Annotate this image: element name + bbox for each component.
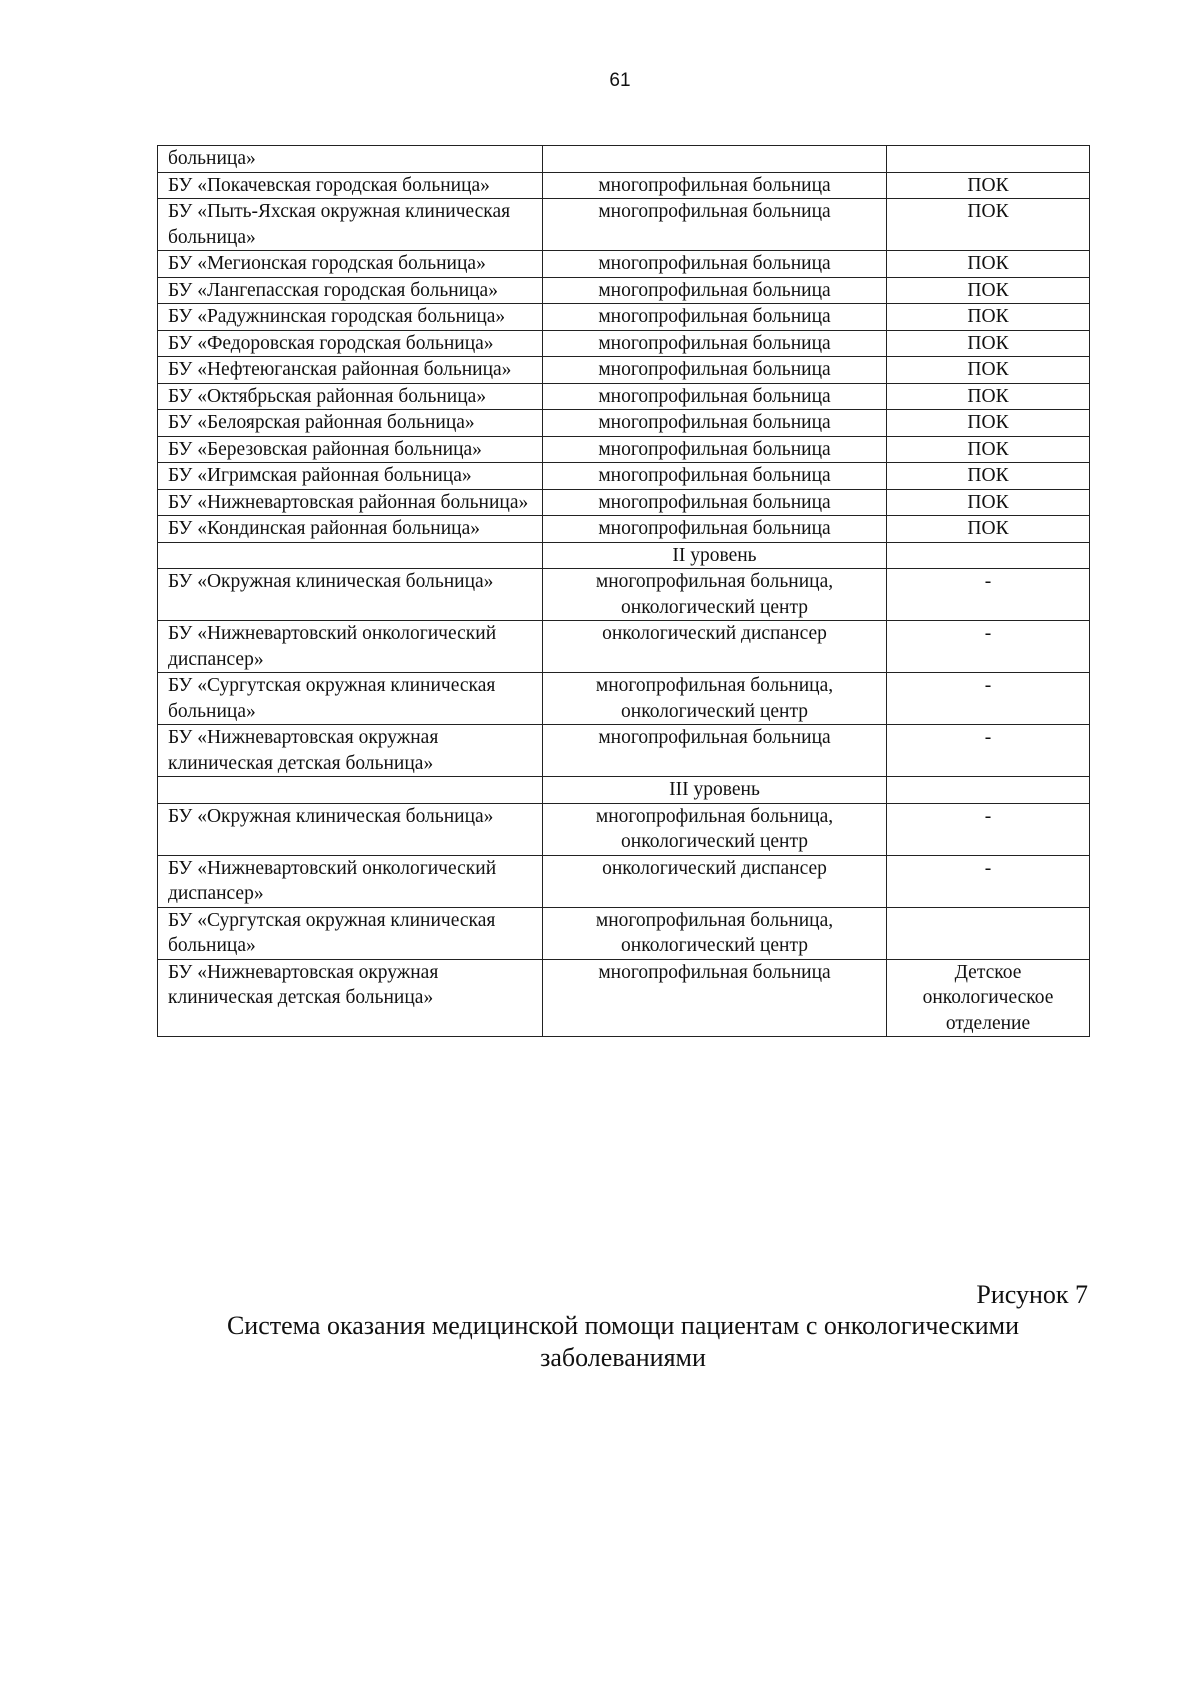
facility-note-cell [887,146,1090,173]
table-row [158,673,1090,725]
figure-label: Рисунок 7 [976,1280,1088,1309]
facility-name-cell: БУ «Радужнинская городская больница» [158,304,543,331]
facility-name-cell: БУ «Мегионская городская больница» [158,251,543,278]
facility-name-cell: БУ «Нефтеюганская районная больница» [158,357,543,384]
figure-title: Система оказания медицинской помощи пациентам с онкологическими заболеваниями [226,1311,1020,1372]
facility-note-cell: ПОК [887,410,1090,437]
facility-type-cell: многопрофильная больница [543,410,887,437]
facility-type-cell: многопрофильная больница [543,489,887,516]
facility-type-cell: многопрофильная больница, онкологический центр [543,907,887,959]
table-row [158,410,1090,437]
facility-type-cell: многопрофильная больница [543,277,887,304]
facility-note-cell: ПОК [887,330,1090,357]
table-row [158,621,1090,673]
facility-note-cell: ПОК [887,277,1090,304]
facility-name-cell: БУ «Покачевская городская больница» [158,172,543,199]
level-header-row [158,542,1090,569]
facility-note-cell: ПОК [887,463,1090,490]
facility-name-cell: БУ «Белоярская районная больница» [158,410,543,437]
table-row [158,569,1090,621]
facility-note-cell: - [887,673,1090,725]
facility-name-cell: БУ «Окружная клиническая больница» [158,569,543,621]
facility-type-cell: многопрофильная больница [543,199,887,251]
level-label: III уровень [543,777,887,804]
table-row [158,959,1090,1037]
facility-note-cell: - [887,855,1090,907]
facility-name-cell: БУ «Игримская районная больница» [158,463,543,490]
facility-name-cell: БУ «Октябрьская районная больница» [158,383,543,410]
facility-type-cell: многопрофильная больница [543,251,887,278]
facility-note-cell: - [887,569,1090,621]
facility-name-cell: БУ «Нижневартовская районная больница» [158,489,543,516]
facility-name-cell: БУ «Окружная клиническая больница» [158,803,543,855]
facility-name-cell: БУ «Пыть-Яхская окружная клиническая больница» [158,199,543,251]
table-row [158,855,1090,907]
facility-note-cell [887,777,1090,804]
facility-type-cell [543,146,887,173]
facility-type-cell: многопрофильная больница, онкологический центр [543,803,887,855]
table-row [158,907,1090,959]
facility-type-cell: многопрофильная больница [543,304,887,331]
facility-name-cell: БУ «Кондинская районная больница» [158,516,543,543]
facility-type-cell: многопрофильная больница [543,516,887,543]
facility-note-cell: ПОК [887,436,1090,463]
facility-name-cell: БУ «Нижневартовская окружная клиническая детская больница» [158,725,543,777]
table-row [158,277,1090,304]
facility-note-cell: ПОК [887,357,1090,384]
facility-note-cell: - [887,803,1090,855]
facility-type-cell: многопрофильная больница, онкологический центр [543,569,887,621]
facility-type-cell: многопрофильная больница [543,172,887,199]
facility-name-cell [158,542,543,569]
page-number: 61 [609,70,631,91]
facility-note-cell: - [887,725,1090,777]
facility-note-cell: - [887,621,1090,673]
table-row [158,725,1090,777]
level-header-row [158,777,1090,804]
facility-name-cell: больница» [158,146,543,173]
facility-name-cell: БУ «Сургутская окружная клиническая больница» [158,673,543,725]
facility-name-cell: БУ «Лангепасская городская больница» [158,277,543,304]
facility-note-cell [887,907,1090,959]
table-row [158,383,1090,410]
facility-note-cell: ПОК [887,251,1090,278]
table-row [158,516,1090,543]
table-row [158,436,1090,463]
table-row [158,304,1090,331]
facility-name-cell: БУ «Березовская районная больница» [158,436,543,463]
facility-name-cell: БУ «Нижневартовская окружная клиническая детская больница» [158,959,543,1037]
table-row [158,463,1090,490]
table-row [158,251,1090,278]
facility-type-cell: многопрофильная больница [543,330,887,357]
level-label: II уровень [543,542,887,569]
facility-note-cell: ПОК [887,383,1090,410]
facility-note-cell: ПОК [887,199,1090,251]
table-row [158,357,1090,384]
facility-name-cell: БУ «Федоровская городская больница» [158,330,543,357]
facility-type-cell: многопрофильная больница [543,959,887,1037]
facility-name-cell: БУ «Нижневартовский онкологический диспансер» [158,855,543,907]
table-row [158,172,1090,199]
facility-type-cell: онкологический диспансер [543,855,887,907]
facility-note-cell: ПОК [887,172,1090,199]
facility-type-cell: многопрофильная больница, онкологический центр [543,673,887,725]
facility-type-cell: многопрофильная больница [543,436,887,463]
facility-name-cell: БУ «Нижневартовский онкологический диспансер» [158,621,543,673]
facilities-table [157,145,1090,1037]
facility-type-cell: многопрофильная больница [543,383,887,410]
table-row [158,199,1090,251]
table-row [158,489,1090,516]
facility-type-cell: онкологический диспансер [543,621,887,673]
facility-note-cell: ПОК [887,489,1090,516]
facility-note-cell: ПОК [887,516,1090,543]
facility-type-cell: многопрофильная больница [543,463,887,490]
table-row [158,330,1090,357]
facility-name-cell: БУ «Сургутская окружная клиническая больница» [158,907,543,959]
facility-note-cell: ПОК [887,304,1090,331]
table-row [158,803,1090,855]
table-row [158,146,1090,173]
facility-note-cell: Детское онкологическое отделение [887,959,1090,1037]
facility-name-cell [158,777,543,804]
facility-note-cell [887,542,1090,569]
facility-type-cell: многопрофильная больница [543,357,887,384]
facility-type-cell: многопрофильная больница [543,725,887,777]
